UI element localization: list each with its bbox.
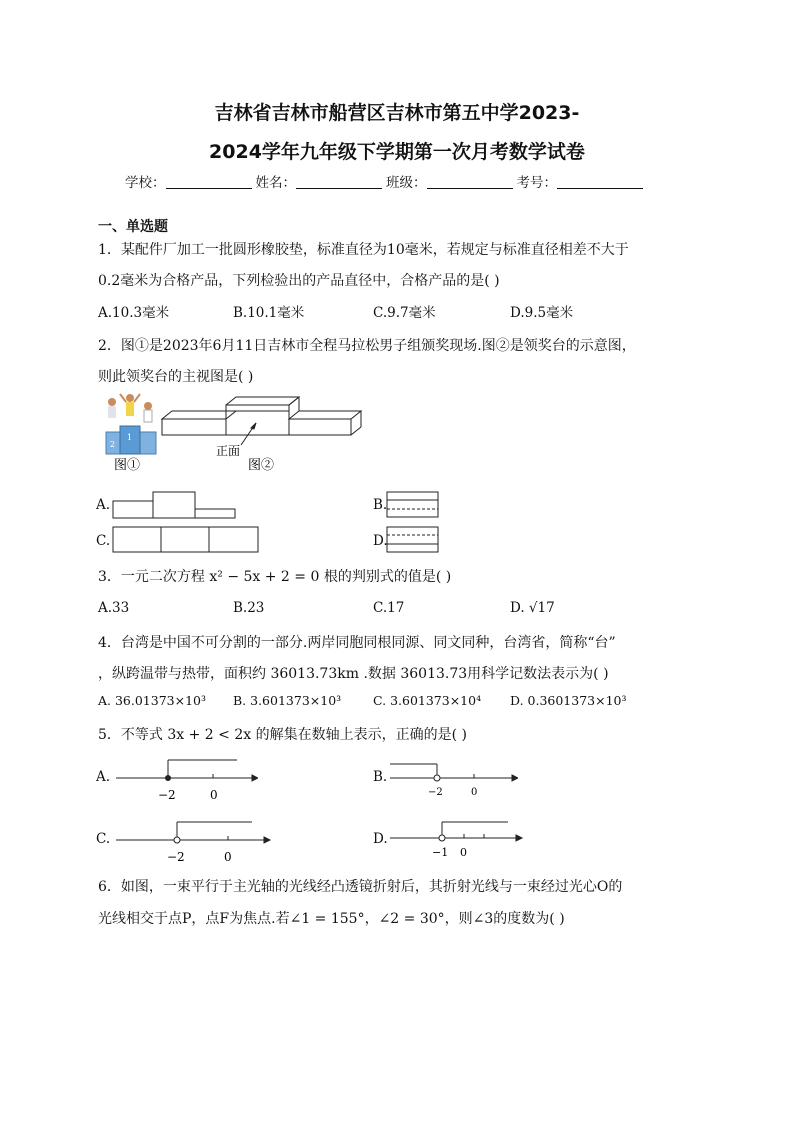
q5-text: 5．不等式 3x + 2 < 2x 的解集在数轴上表示，正确的是( ) xyxy=(98,727,467,743)
exam-number-label: 考号： xyxy=(516,175,557,191)
q3-text: 3．一元二次方程 x² − 5x + 2 = 0 根的判别式的值是( ) xyxy=(98,569,452,585)
q2-option-d-figure[interactable] xyxy=(386,526,442,556)
q4-option-c[interactable]: C. 3.601373×10⁴ xyxy=(373,693,482,708)
q2-line-2: 则此领奖台的主视图是( ) xyxy=(98,369,254,385)
q2-option-c-letter[interactable]: C. xyxy=(96,533,111,549)
q1-line-2: 0.2毫米为合格产品，下列检验出的产品直径中，合格产品的是( ) xyxy=(98,273,500,289)
q2-figures xyxy=(96,390,386,475)
exam-number-blank[interactable] xyxy=(557,174,643,189)
q2-option-d-letter[interactable]: D. xyxy=(373,533,388,549)
q5-d-tick-minus-one: −1 xyxy=(432,846,449,859)
q5-c-tick-minus-two: −2 xyxy=(167,850,185,864)
q2-option-c-figure[interactable] xyxy=(112,526,262,554)
name-blank[interactable] xyxy=(296,174,382,189)
q2-line-1: 2．图①是2023年6月11日吉林市全程马拉松男子组颁奖现场.图②是领奖台的示意图， xyxy=(98,338,636,354)
q1-option-b[interactable]: B.10.1毫米 xyxy=(233,305,305,321)
q5-option-d-numberline[interactable] xyxy=(388,818,524,862)
name-label: 姓名： xyxy=(255,175,296,191)
q2-front-label: 正面 xyxy=(216,444,241,458)
q5-option-a-numberline[interactable] xyxy=(112,756,258,806)
q5-option-c-numberline[interactable] xyxy=(112,816,272,866)
q1-option-a[interactable]: A.10.3毫米 xyxy=(98,305,170,321)
q4-option-d[interactable]: D. 0.3601373×10³ xyxy=(510,693,627,708)
info-fields-row xyxy=(125,171,647,191)
q5-a-tick-minus-two: −2 xyxy=(158,788,176,802)
q5-d-tick-zero: 0 xyxy=(460,846,467,859)
q2-option-b-letter[interactable]: B. xyxy=(373,497,388,513)
page-title-line-1: 吉林省吉林市船营区吉林市第五中学2023- xyxy=(214,102,580,124)
q5-option-b-letter[interactable]: B. xyxy=(373,769,388,785)
q5-option-b-numberline[interactable] xyxy=(388,760,518,802)
class-blank[interactable] xyxy=(427,174,513,189)
section-title: 一、单选题 xyxy=(98,219,168,235)
q5-a-tick-zero: 0 xyxy=(210,788,218,802)
q1-line-1: 1．某配件厂加工一批圆形橡胶垫，标准直径为10毫米，若规定与标准直径相差不大于 xyxy=(98,242,629,258)
q3-option-a[interactable]: A.33 xyxy=(98,600,130,616)
q4-line-2: ，纵跨温带与热带，面积约 36013.73km .数据 36013.73用科学记数法表示为( ) xyxy=(98,666,609,682)
class-label: 班级： xyxy=(386,175,427,191)
q4-option-a[interactable]: A. 36.01373×10³ xyxy=(98,693,207,708)
q4-line-1: 4．台湾是中国不可分割的一部分.两岸同胞同根同源、同文同种，台湾省，简称“台” xyxy=(98,635,616,651)
q2-fig1-label: 图① xyxy=(114,458,141,473)
q5-b-tick-zero: 0 xyxy=(471,787,478,798)
q2-fig1-photo xyxy=(106,394,156,454)
q3-option-c[interactable]: C.17 xyxy=(373,600,405,616)
q1-option-d[interactable]: D.9.5毫米 xyxy=(510,305,574,321)
svg-text:1: 1 xyxy=(127,433,133,442)
q5-option-d-letter[interactable]: D. xyxy=(373,831,388,847)
q2-option-a-letter[interactable]: A. xyxy=(96,497,111,513)
q6-line-1: 6．如图，一束平行于主光轴的光线经凸透镜折射后，其折射光线与一束经过光心O的 xyxy=(98,879,623,895)
q1-option-c[interactable]: C.9.7毫米 xyxy=(373,305,436,321)
q6-line-2: 光线相交于点P，点F为焦点.若∠1 = 155°，∠2 = 30°，则∠3的度数为( ) xyxy=(98,911,565,927)
school-blank[interactable] xyxy=(166,174,252,189)
q3-option-d[interactable]: D. √17 xyxy=(510,600,555,616)
q4-option-b[interactable]: B. 3.601373×10³ xyxy=(233,693,342,708)
q5-option-c-letter[interactable]: C. xyxy=(96,831,111,847)
svg-text:2: 2 xyxy=(110,440,116,449)
page-title-line-2: 2024学年九年级下学期第一次月考数学试卷 xyxy=(209,141,585,163)
q2-option-b-figure[interactable] xyxy=(386,491,442,521)
q2-fig2-label: 图② xyxy=(248,458,275,473)
q5-c-tick-zero: 0 xyxy=(224,850,232,864)
school-label: 学校： xyxy=(125,175,166,191)
q5-b-tick-minus-two: −2 xyxy=(428,787,443,798)
q2-option-a-figure[interactable] xyxy=(112,491,240,521)
q5-option-a-letter[interactable]: A. xyxy=(96,769,111,785)
q2-fig2-podium xyxy=(162,397,361,445)
q3-option-b[interactable]: B.23 xyxy=(233,600,265,616)
